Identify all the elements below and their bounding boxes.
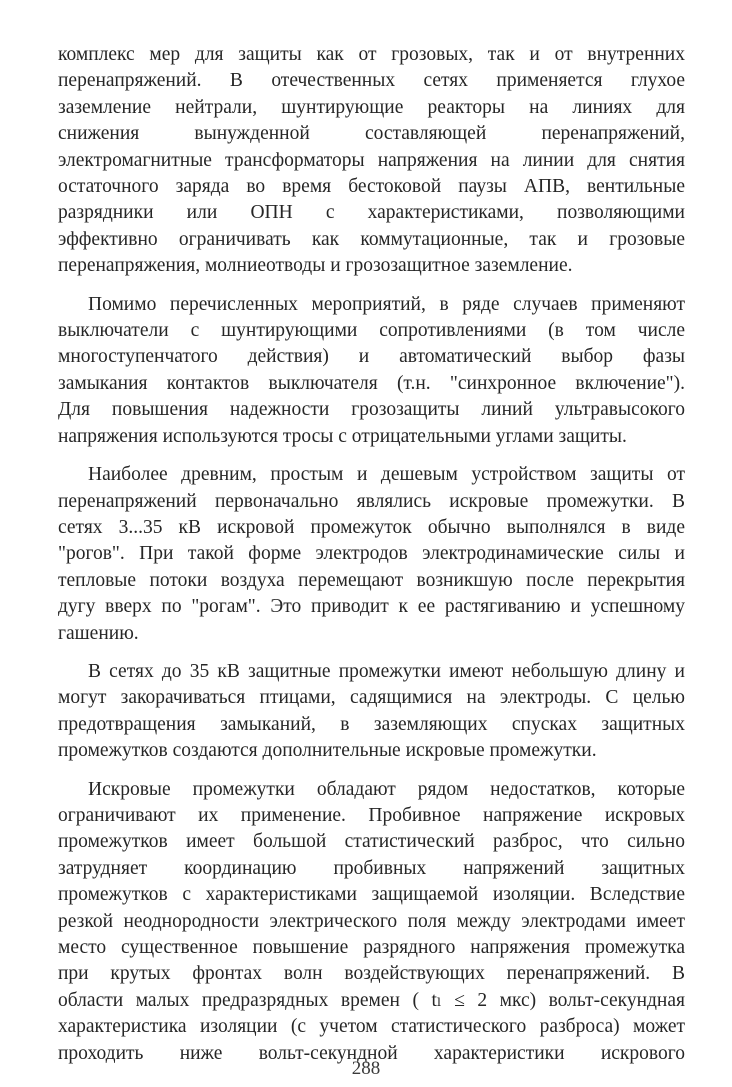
text-line: снижения вынужденной составляющей перенапряжений,: [58, 123, 685, 145]
text-line: напряжения используются тросы с отрицательными углами защиты.: [58, 425, 627, 447]
text-line: сетях 3...35 кВ искровой промежуток обычно выполнялся в виде: [58, 516, 685, 538]
text-line: ограничивают их применение. Пробивное напряжение искровых: [58, 804, 685, 826]
text-line: промежутков с характеристиками защищаемой изоляции. Вследствие: [58, 884, 685, 906]
paragraph: [58, 659, 685, 765]
text-line: заземление нейтрали, шунтирующие реакторы на линиях для: [58, 96, 685, 118]
page-number: 288: [351, 1058, 381, 1079]
text-line: "рогов". При такой форме электродов электродинамические силы и: [58, 543, 685, 565]
paragraph: [58, 777, 685, 1067]
text-line: предотвращения замыканий, в заземляющих спусках защитных: [58, 713, 685, 735]
text-line: тепловые потоки воздуха перемещают возникшую после перекрытия: [58, 569, 685, 591]
text-line: промежутков имеет большой статистический разброс, что сильно: [58, 831, 685, 853]
text-line: эффективно ограничивать как коммутационные, так и грозовые: [58, 228, 685, 250]
text-line: дугу вверх по "рогам". Это приводит к ее растягиванию и успешному: [58, 596, 685, 618]
text-line: могут закорачиваться птицами, садящимися на электроды. С целью: [58, 687, 685, 709]
text-line: перенапряжений первоначально являлись искровые промежутки. В: [58, 490, 685, 512]
text-line: Для повышения надежности грозозащиты линий ультравысокого: [58, 399, 685, 421]
text-line: затрудняет координацию пробивных напряжений защитных: [58, 857, 685, 879]
text-line: проходить ниже вольт-секундной характеристики искрового: [58, 1042, 685, 1064]
text-line: Помимо перечисленных мероприятий, в ряде случаев применяют: [88, 293, 685, 315]
paragraph: [58, 292, 685, 450]
text-line: замыкания контактов выключателя (т.н. "синхронное включение").: [58, 372, 685, 394]
text-line: области малых предразрядных времен ( tₗ ≤ 2 мкс) вольт-секундная: [58, 989, 685, 1011]
text-line: промежутков создаются дополнительные искровые промежутки.: [58, 740, 597, 762]
text-line: перенапряжения, молниеотводы и грозозащитное заземление.: [58, 255, 573, 277]
text-line: резкой неоднородности электрического поля между электродами имеет: [58, 910, 685, 932]
text-line: характеристика изоляции (с учетом статистического разброса) может: [58, 1016, 685, 1038]
text-line: остаточного заряда во время бестоковой паузы АПВ, вентильные: [58, 176, 685, 198]
text-line: перенапряжений. В отечественных сетях применяется глухое: [58, 70, 685, 92]
document-page: [58, 42, 685, 1079]
text-line: Искровые промежутки обладают рядом недостатков, которые: [88, 778, 685, 800]
text-line: гашению.: [58, 622, 139, 644]
text-line: выключатели с шунтирующими сопротивлениями (в том числе: [58, 320, 685, 342]
text-line: электромагнитные трансформаторы напряжения на линии для снятия: [58, 149, 685, 171]
text-line: Наиболее древним, простым и дешевым устройством защиты от: [88, 464, 685, 486]
paragraph: [58, 42, 685, 280]
text-line: В сетях до 35 кВ защитные промежутки имеют небольшую длину и: [88, 660, 685, 682]
text-line: комплекс мер для защиты как от грозовых, так и от внутренних: [58, 44, 685, 65]
text-line: при крутых фронтах волн воздействующих перенапряжений. В: [58, 963, 685, 985]
text-line: разрядники или ОПН с характеристиками, позволяющими: [58, 202, 685, 224]
paragraph: [58, 462, 685, 647]
text-line: многоступенчатого действия) и автоматический выбор фазы: [58, 346, 685, 368]
text-line: место существенное повышение разрядного напряжения промежутка: [58, 937, 685, 958]
